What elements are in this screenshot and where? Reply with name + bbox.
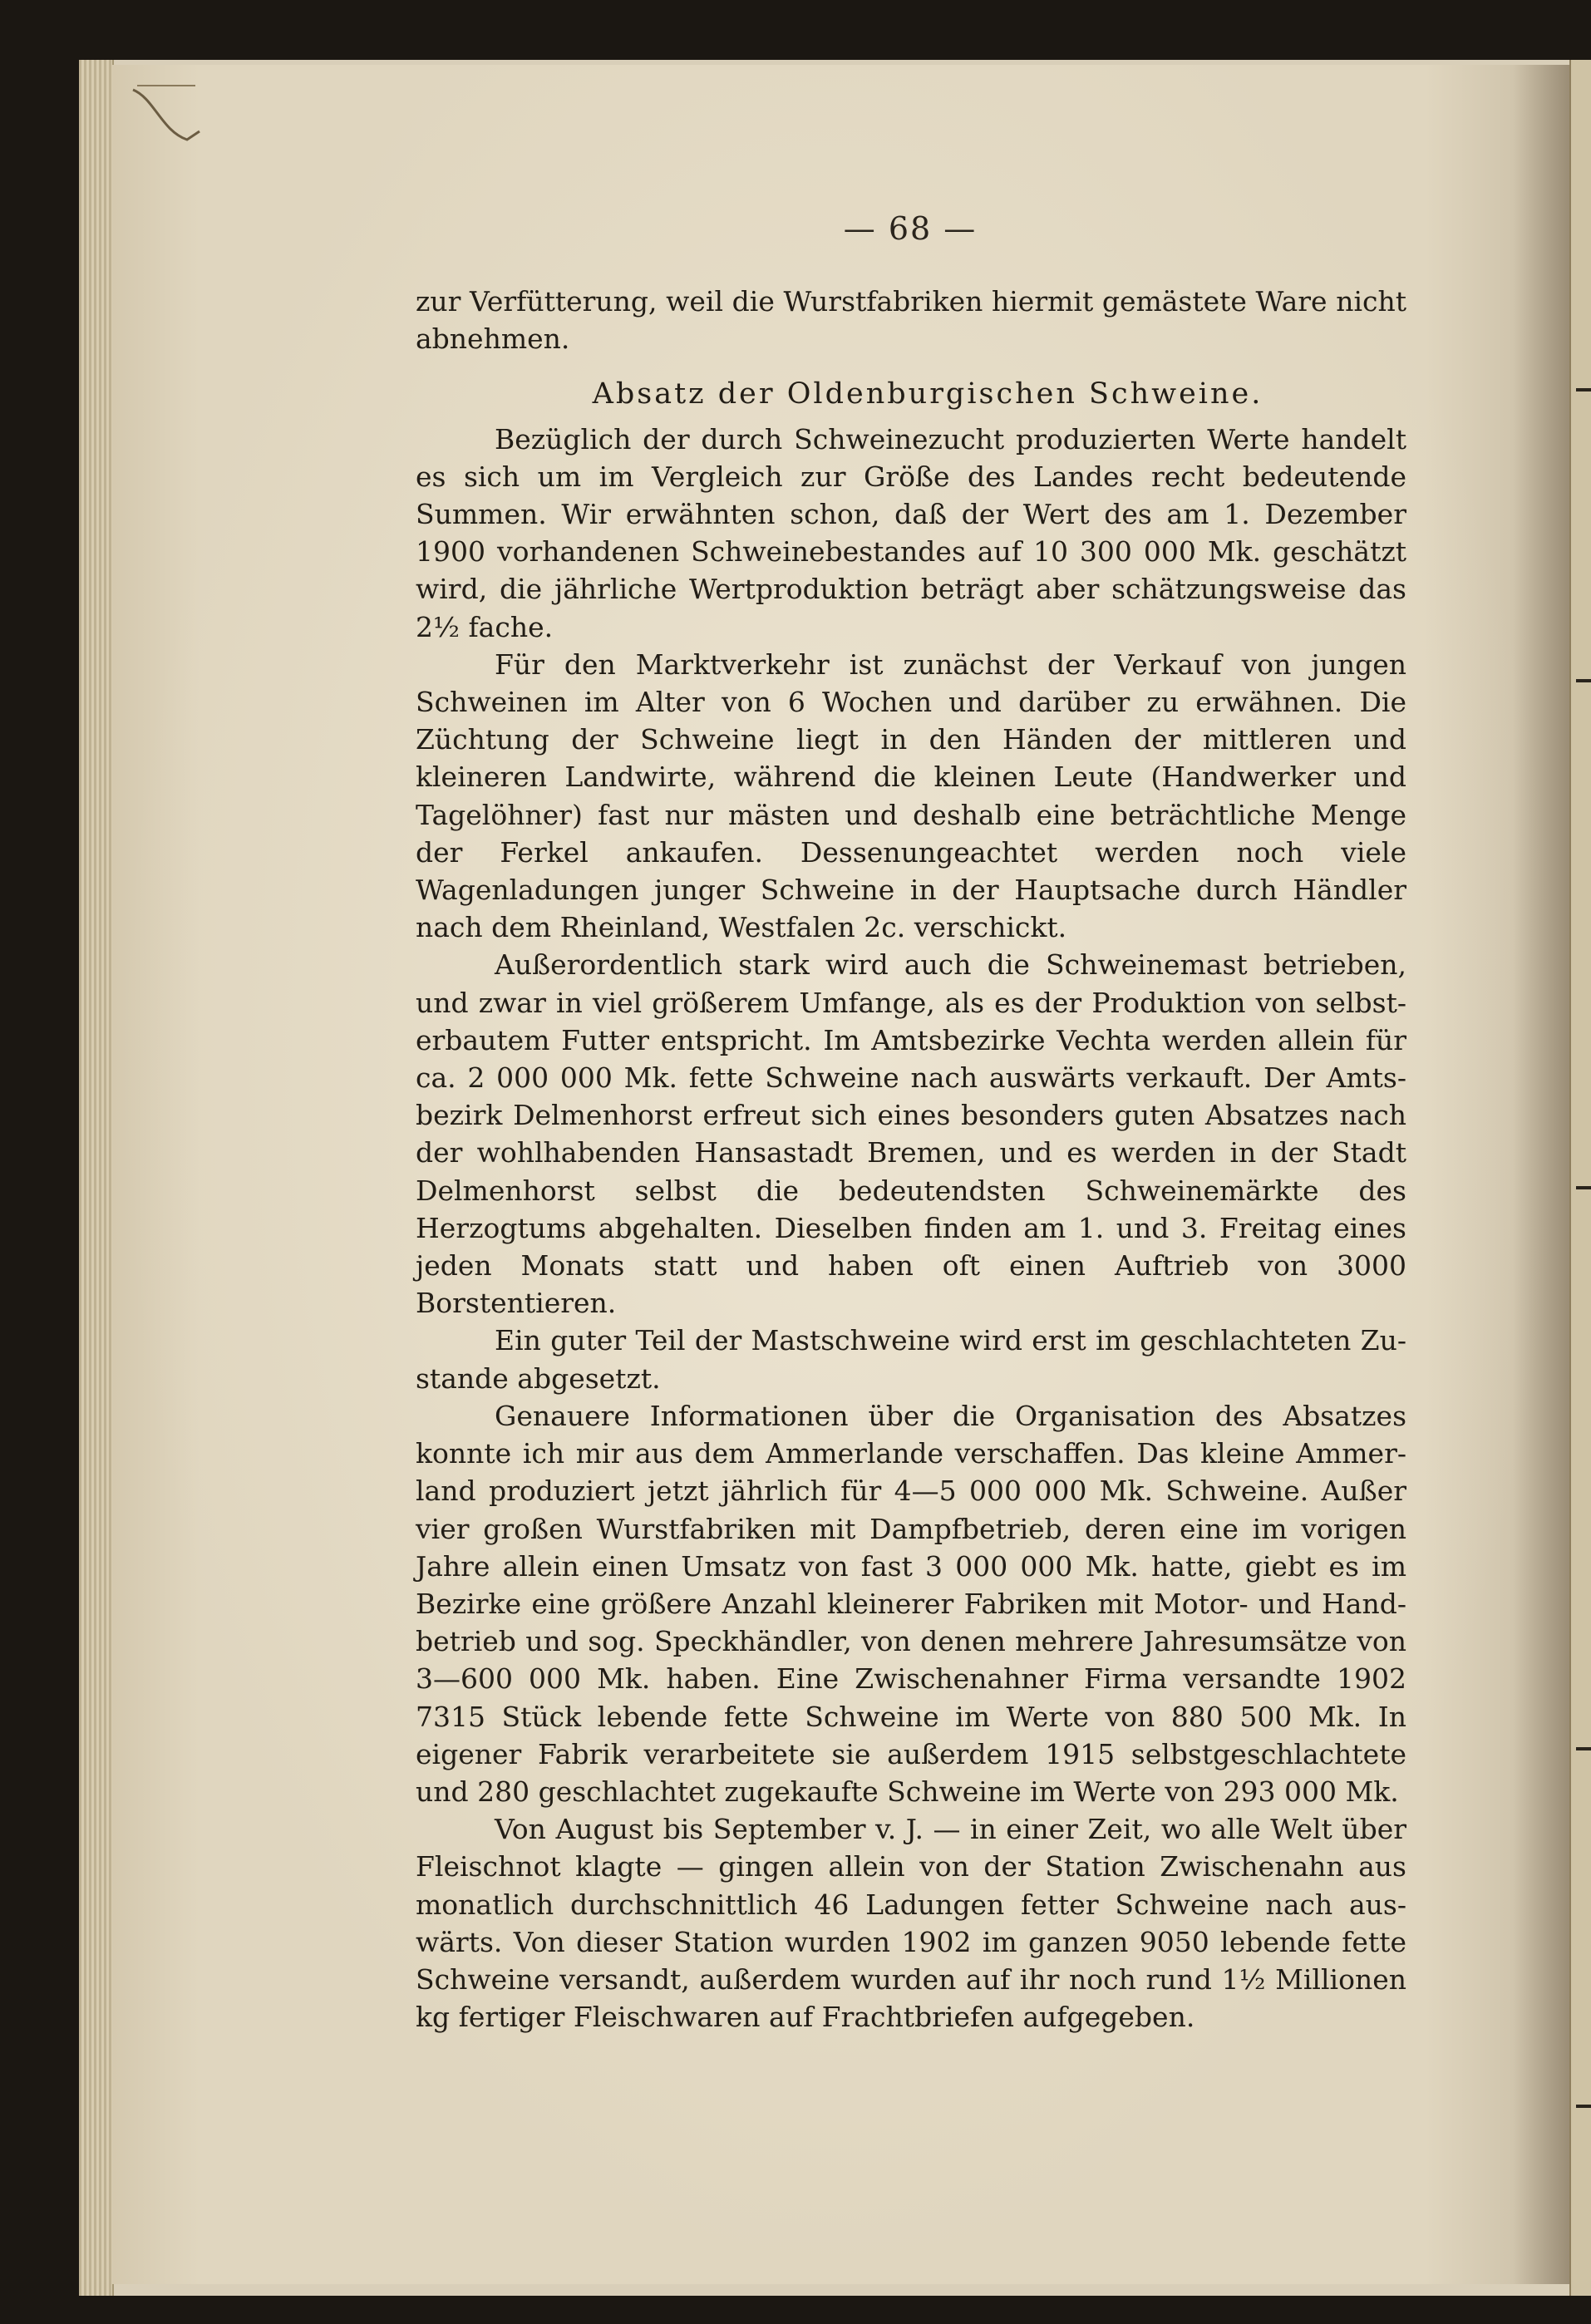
facing-page-edge <box>1569 60 1591 2296</box>
paragraph: Außerordentlich stark wird auch die Schweinemast betrieben, und zwar in viel größerem Umfange, als es der Produktion von selbsterbautem Futter entspricht. Im Amtsbezirke Vechta werden allein für ca. 2 000 000 Mk. fette Schweine nach auswärts verkauft. Der Amtsbezirk Delmenhorst erfreut sich eines besonders guten Absatzes nach der wohlhabenden Hansastadt Bremen, und es werden in der Stadt Delmenhorst selbst die bedeutendsten Schweinemärkte des Herzogtums abgehalten. Dieselben finden am 1. und 3. Freitag eines jeden Monats statt und haben oft einen Auftrieb von 3000 Borstentieren. <box>416 948 1406 1320</box>
corner-fold-mark <box>129 81 204 148</box>
page-text <box>416 283 1406 2036</box>
edge-mark <box>1576 1186 1591 1189</box>
page-number: — 68 — <box>843 210 978 247</box>
continuation-paragraph: zur Verfütterung, weil die Wurstfabriken hiermit gemästete Ware nicht abnehmen. <box>416 285 1406 356</box>
paragraph: Von August bis September v. J. — in einer Zeit, wo alle Welt über Fleischnot klagte — gingen allein von der Station Zwischenahn aus monatlich durchschnittlich 46 Ladungen fetter Schweine nach auswärts. Von dieser Station wurden 1902 im ganzen 9050 lebende fette Schweine versandt, außerdem wurden auf ihr noch rund 1½ Millionen kg fertiger Fleischwaren auf Frachtbriefen aufgegeben. <box>416 1813 1406 2034</box>
paragraph: Genauere Informationen über die Organisation des Absatzes konnte ich mir aus dem Ammerlande verschaffen. Das kleine Ammerland produziert jetzt jährlich für 4—5 000 000 Mk. Schweine. Außer vier großen Wurstfabriken mit Dampfbetrieb, deren eine im vorigen Jahre allein einen Umsatz von fast 3 000 000 Mk. hatte, giebt es im Bezirke eine größere Anzahl kleinerer Fabriken mit Motor- und Handbetrieb und sog. Speckhändler, von denen mehrere Jahresumsätze von 3—600 000 Mk. haben. Eine Zwischenahner Firma versandte 1902 7315 Stück lebende fette Schweine im Werte von 880 500 Mk. In eigener Fabrik verarbeitete sie außerdem 1915 selbstgeschlachtete und 280 geschlachtet zugekaufte Schweine im Werte von 293 000 Mk. <box>416 1399 1406 1808</box>
paragraph: Bezüglich der durch Schweinezucht produzierten Werte handelt es sich um im Vergleich zur Größe des Landes recht bedeutende Summen. Wir erwähnten schon, daß der Wert des am 1. Dezember 1900 vorhandenen Schweinebestandes auf 10 300 000 Mk. geschätzt wird, die jährliche Wertproduktion beträgt aber schätzungsweise das 2½ fache. <box>416 422 1406 643</box>
paragraph: Für den Marktverkehr ist zunächst der Verkauf von jungen Schweinen im Alter von 6 Wochen und darüber zu erwähnen. Die Züchtung der Schweine liegt in den Händen der mittleren und kleineren Landwirte, während die kleinen Leute (Handwerker und Tagelöhner) fast nur mästen und deshalb eine beträchtliche Menge der Ferkel ankaufen. Dessenungeachtet werden noch viele Wagenladungen junger Schweine in der Hauptsache durch Händler nach dem Rheinland, Westfalen 2c. verschickt. <box>416 647 1406 944</box>
page-gutter-shadow <box>1513 65 1571 2284</box>
edge-mark <box>1576 2105 1591 2108</box>
edge-mark <box>1576 388 1591 391</box>
edge-mark <box>1576 1747 1591 1750</box>
edge-mark <box>1576 679 1591 682</box>
paragraph: Ein guter Teil der Mastschweine wird erst im geschlachteten Zustande abgesetzt. <box>416 1324 1406 1395</box>
section-heading: Absatz der Oldenburgischen Schweine. <box>592 377 1263 411</box>
book-fore-edge <box>79 60 114 2296</box>
